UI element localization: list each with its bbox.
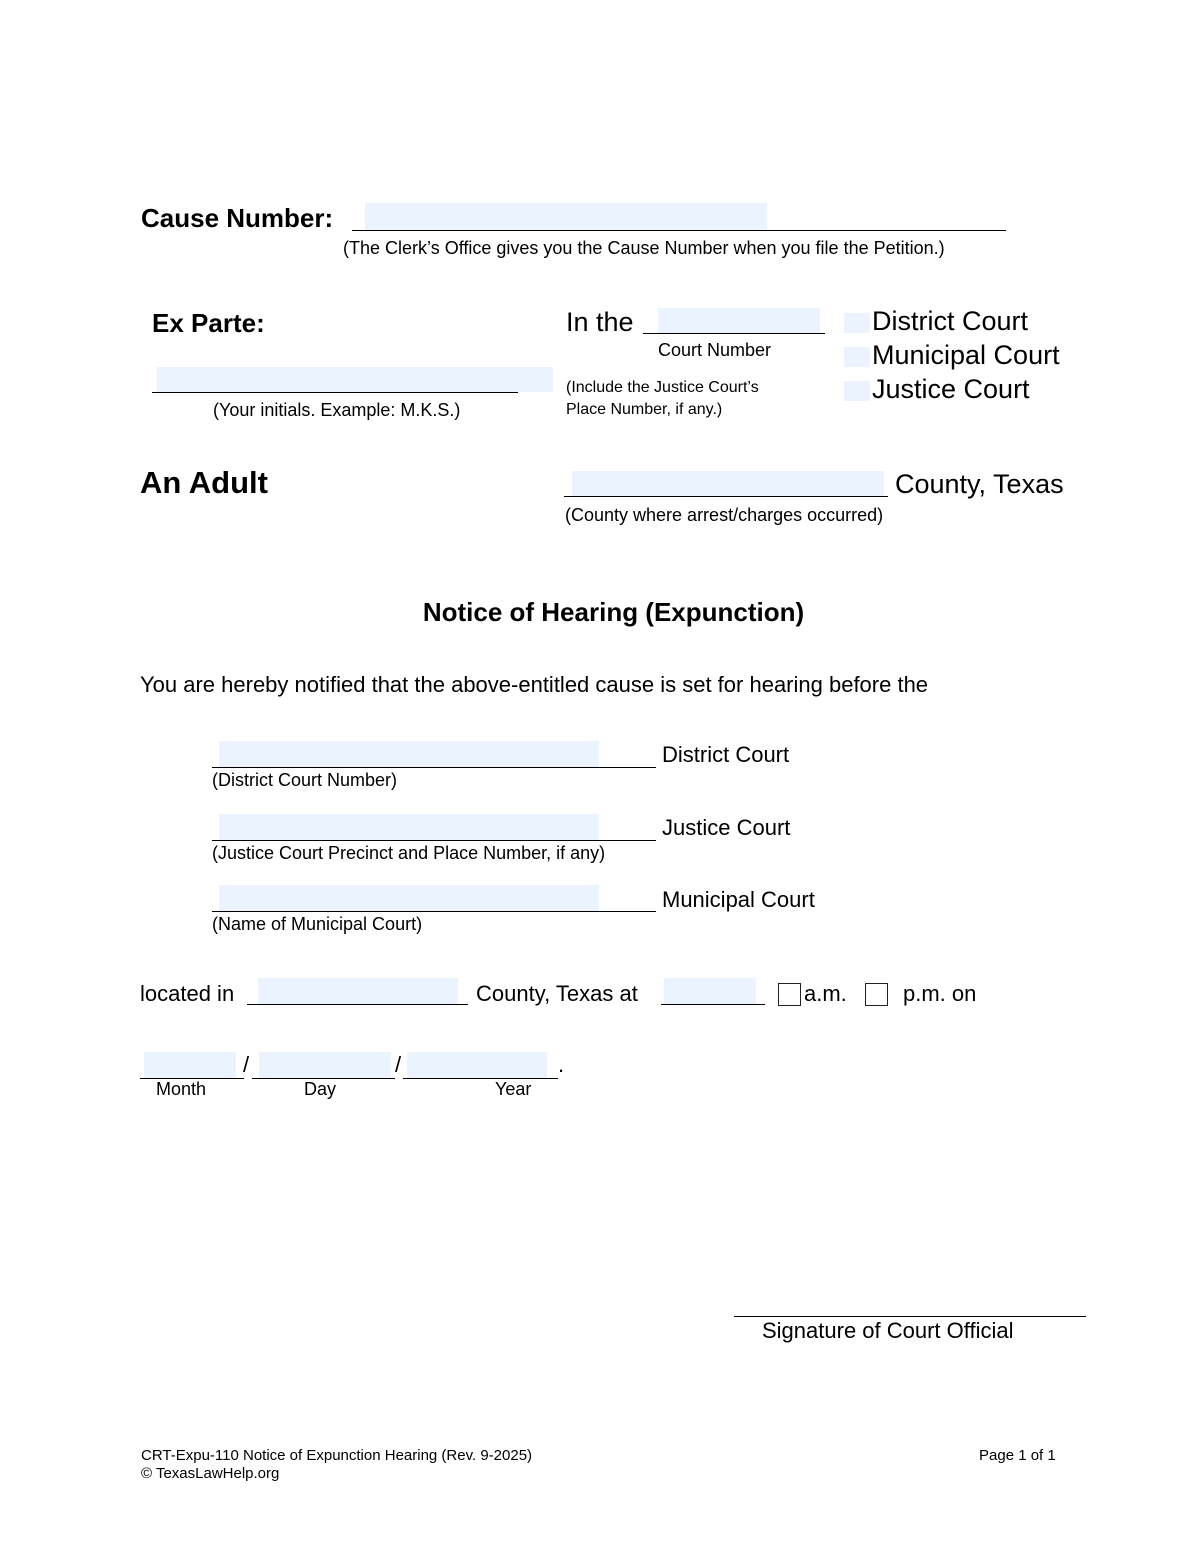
- county-field[interactable]: [572, 471, 884, 496]
- court-number-field[interactable]: [658, 308, 820, 333]
- hearing-time-field[interactable]: [664, 978, 756, 1004]
- municipal-court-underline: [212, 911, 656, 912]
- district-court-underline: [212, 767, 656, 768]
- place-note-line1: (Include the Justice Court’s: [566, 379, 759, 396]
- located-in-label: located in: [140, 981, 235, 1006]
- court-number-label: Court Number: [658, 340, 772, 360]
- year-underline: [403, 1078, 558, 1079]
- court-number-underline: [643, 333, 825, 334]
- justice-court-checkbox[interactable]: [844, 381, 870, 401]
- footer-page-number: Page 1 of 1: [979, 1447, 1056, 1464]
- date-separator-1: /: [243, 1052, 250, 1077]
- year-field[interactable]: [407, 1052, 547, 1078]
- in-the-label: In the: [566, 307, 634, 337]
- initials-underline: [152, 392, 518, 393]
- initials-note: (Your initials. Example: M.K.S.): [213, 400, 461, 420]
- district-court-note: (District Court Number): [212, 770, 398, 790]
- hearing-county-underline: [247, 1004, 468, 1005]
- district-court-number-field[interactable]: [219, 741, 599, 767]
- day-field[interactable]: [259, 1052, 391, 1078]
- signature-line: [734, 1316, 1086, 1317]
- signature-label: Signature of Court Official: [762, 1318, 1014, 1343]
- county-note: (County where arrest/charges occurred): [565, 505, 884, 525]
- district-court-option: District Court: [872, 306, 1029, 336]
- footer-copyright: © TexasLawHelp.org: [141, 1465, 280, 1482]
- cause-number-field[interactable]: [365, 203, 767, 230]
- hearing-county-field[interactable]: [258, 978, 458, 1004]
- county-underline: [564, 496, 888, 497]
- an-adult-label: An Adult: [140, 465, 268, 500]
- hearing-time-underline: [661, 1004, 765, 1005]
- year-label: Year: [495, 1079, 532, 1099]
- date-separator-2: /: [395, 1052, 402, 1077]
- justice-court-note: (Justice Court Precinct and Place Number, if any): [212, 843, 606, 863]
- justice-court-suffix: Justice Court: [662, 815, 791, 840]
- intro-text: You are hereby notified that the above-entitled cause is set for hearing before the: [140, 672, 929, 697]
- date-period: .: [558, 1052, 565, 1077]
- district-court-checkbox[interactable]: [844, 313, 870, 333]
- initials-field[interactable]: [157, 367, 553, 392]
- municipal-court-checkbox[interactable]: [844, 347, 870, 367]
- pm-label: p.m. on: [903, 981, 977, 1006]
- municipal-court-option: Municipal Court: [872, 340, 1060, 370]
- place-note-line2: Place Number, if any.): [566, 401, 723, 418]
- municipal-court-note: (Name of Municipal Court): [212, 914, 423, 934]
- county-texas-at-label: County, Texas at: [476, 981, 638, 1006]
- cause-number-label: Cause Number:: [141, 203, 334, 233]
- justice-court-field[interactable]: [219, 814, 599, 840]
- am-label: a.m.: [804, 981, 847, 1006]
- month-label: Month: [156, 1079, 207, 1099]
- day-label: Day: [304, 1079, 337, 1099]
- month-field[interactable]: [144, 1052, 236, 1078]
- cause-number-note: (The Clerk’s Office gives you the Cause Number when you file the Petition.): [343, 238, 945, 258]
- am-checkbox[interactable]: [778, 983, 801, 1006]
- county-texas-label: County, Texas: [895, 469, 1064, 499]
- justice-court-option: Justice Court: [872, 374, 1030, 404]
- municipal-court-name-field[interactable]: [219, 885, 599, 911]
- ex-parte-label: Ex Parte:: [152, 308, 265, 338]
- justice-court-underline: [212, 840, 656, 841]
- pm-checkbox[interactable]: [865, 983, 888, 1006]
- district-court-suffix: District Court: [662, 742, 790, 767]
- footer-form-id: CRT-Expu-110 Notice of Expunction Hearing (Rev. 9-2025): [141, 1447, 533, 1464]
- cause-number-underline: [352, 230, 1006, 231]
- municipal-court-suffix: Municipal Court: [662, 887, 815, 912]
- document-title: Notice of Hearing (Expunction): [422, 597, 805, 627]
